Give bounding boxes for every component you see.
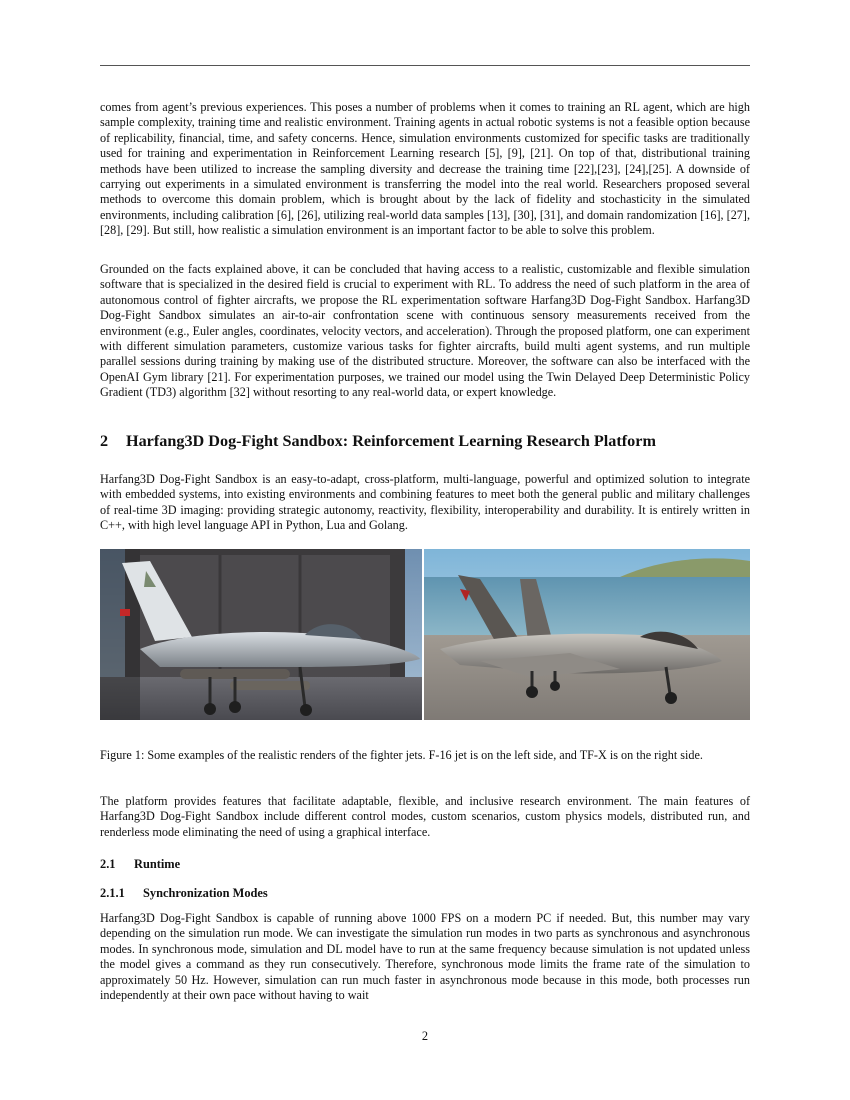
subsection-number: 2.1	[100, 857, 116, 871]
figure-fighter-jets	[100, 549, 750, 720]
section-heading-2	[100, 432, 656, 451]
f16-render	[100, 549, 422, 720]
header-rule	[100, 65, 750, 66]
page-number: 2	[421, 1029, 429, 1043]
tfx-render	[424, 549, 750, 720]
paragraph-sync-modes: Harfang3D Dog-Fight Sandbox is capable of running above 1000 FPS on a modern PC if needed. But, this number may vary depending on the simulation run mode. We can investigate the simulation run modes in two parts as synchronous and asynchronous modes. In synchronous mode, simulation and DL model have to run at the same frequency because simulation is not updated unless the model gives a command as they run consecutively. Therefore, synchronous mode limits the frame rate of the simulation to approximately 50 Hz. However, simulation can run much faster in asynchronous mode because in this mode, both processes run independently at their own pace without having to wait	[100, 911, 750, 1003]
subsubsection-heading-2-1-1	[100, 886, 268, 901]
section-number: 2	[100, 432, 109, 450]
subsection-heading-2-1	[100, 857, 180, 872]
section-title: Harfang3D Dog-Fight Sandbox: Reinforcement Learning Research Platform	[126, 432, 656, 450]
subsection-title: Runtime	[134, 857, 181, 871]
paragraph-platform-overview: Harfang3D Dog-Fight Sandbox is an easy-to-adapt, cross-platform, multi-language, powerful and optimized solution to integrate with embedded systems, into existing environments and combining features to meet both the general public and military challenges of real-time 3D imaging: providing strategic autonomy, reactivity, flexibility, interoperability and durability. It is entirely written in C++, with high level language API in Python, Lua and Golang.	[100, 472, 750, 533]
paragraph-intro-continued: comes from agent’s previous experiences. This poses a number of problems when it comes to training an RL agent, which are high sample complexity, training time and realistic environment. Training agents in actual robotic systems is not a feasible option because of replicability, financial, time, and safety concerns. Hence, simulation environments customized for specific tasks are traditionally used for training and experimentation in Reinforcement Learning research [5], [9], [21]. On top of that, distributional training methods have been utilized to increase the sampling diversity and decrease the training time [22],[23], [24],[25]. A downside of carrying out experiments in a simulated environment is transferring the model into the real world. Researchers proposed several methods to overcome this domain problem, which is brought about by the lack of fidelity and stochasticity in the simulated environments, including calibration [6], [26], utilizing real-world data samples [13], [30], [31], and domain randomization [16], [27], [28], [29]. But still, how realistic a simulation environment is an important factor to be able to solve this problem.	[100, 100, 750, 238]
paragraph-features: The platform provides features that facilitate adaptable, flexible, and inclusive research environment. The main features of Harfang3D Dog-Fight Sandbox include different control modes, custom scenarios, custom physics models, distributed run, and renderless mode eliminating the need of using a graphical interface.	[100, 794, 750, 839]
figure-caption: Figure 1: Some examples of the realistic renders of the fighter jets. F-16 jet is on the left side, and TF-X is on the right side.	[100, 748, 703, 762]
paragraph-motivation: Grounded on the facts explained above, it can be concluded that having access to a realistic, customizable and flexible simulation software that is specialized in the desired field is crucial to experiment with RL. To address the need of such platform in the area of autonomous control of fighter aircrafts, we propose the RL experimentation software Harfang3D Dog-Fight Sandbox. Harfang3D Dog-Fight Sandbox simulates an air-to-air confrontation scene with continuous sensory measurements received from the environment (e.g., Euler angles, coordinates, velocity vectors, and acceleration). Through the proposed platform, one can experiment with different simulation parameters, customize various tasks for fighter aircrafts, build multi agent systems, and run multiple parallel sessions during training by making use of the distributed structure. Moreover, the software can also be interfaced with the OpenAI Gym library [21]. For experimentation purposes, we trained our model using the Twin Delayed Deep Deterministic Policy Gradient (TD3) algorithm [32] without resorting to any real-world data, or expert knowledge.	[100, 262, 750, 400]
subsubsection-title: Synchronization Modes	[143, 886, 268, 900]
subsubsection-number: 2.1.1	[100, 886, 125, 900]
